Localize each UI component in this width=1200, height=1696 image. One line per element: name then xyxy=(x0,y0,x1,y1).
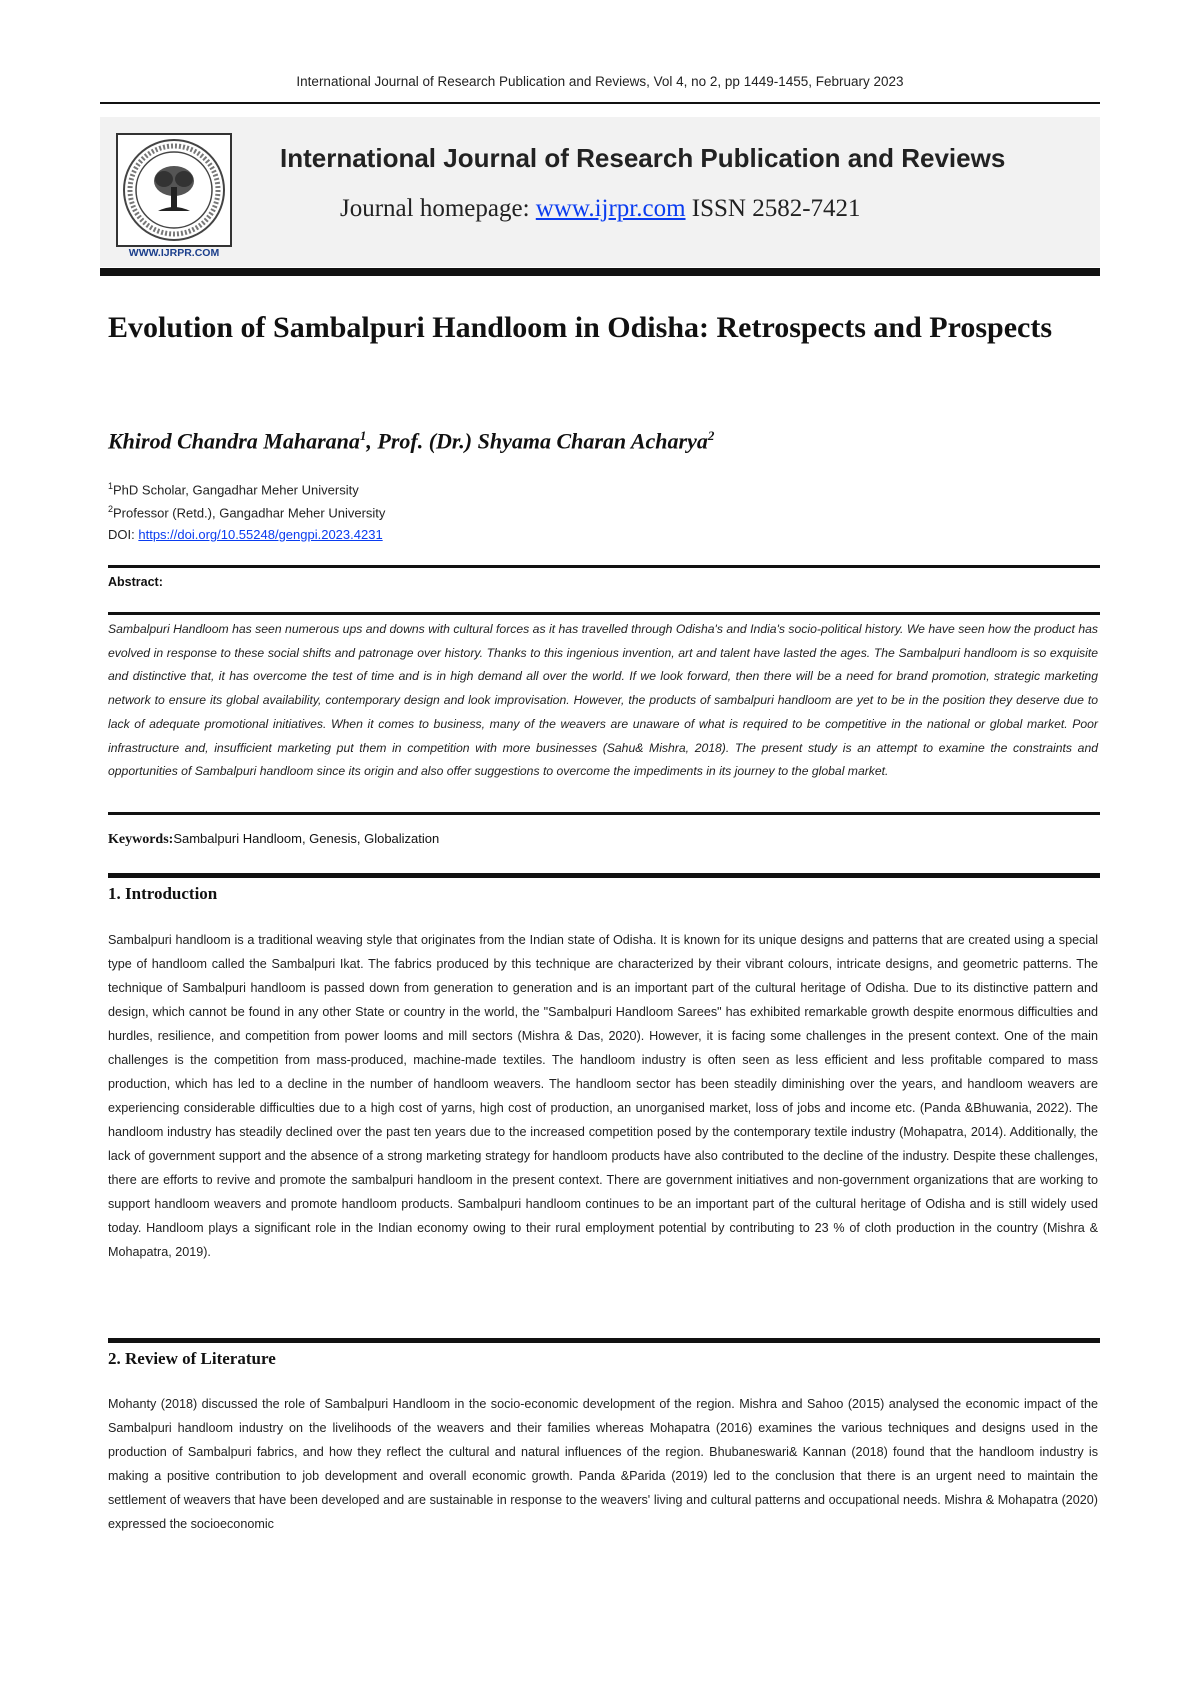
article-title: Evolution of Sambalpuri Handloom in Odisha: Retrospects and Prospects xyxy=(108,311,1053,344)
abstract-text: Sambalpuri Handloom has seen numerous ups and downs with cultural forces as it has travelled through Odisha's and India's socio-political history. We have seen how the product has evolved in response to these social shifts and patronage over history. Thanks to this ingenious invention, art and talent have lasted the ages. The Sambalpuri handloom is so exquisite and distinctive that, it has overcome the test of time and is in high demand all over the world. If we look forward, then there will be a need for brand promotion, strategic marketing network to ensure its global availability, contemporary design and look improvisation. However, the products of sambalpuri handloom are yet to be in the position they deserve due to lack of adequate promotional initiatives. When it comes to business, many of the weavers are unaware of what is required to be competitive in the national or global market. Poor infrastructure and, insufficient marketing put them in competition with more businesses (Sahu& Mishra, 2018). The present study is an attempt to examine the constraints and opportunities of Sambalpuri handloom since its origin and also offer suggestions to overcome the impediments in its journey to the global market. xyxy=(108,622,1098,779)
author-name: Prof. (Dr.) Shyama Charan Acharya xyxy=(377,428,708,454)
masthead-rule xyxy=(100,268,1100,276)
doi-line xyxy=(108,527,383,542)
affiliation-sup: 2 xyxy=(108,504,114,514)
tree-seal-logo xyxy=(116,133,232,247)
section-rule xyxy=(108,1338,1100,1343)
header-rule xyxy=(100,102,1100,104)
masthead xyxy=(100,117,1100,267)
abstract-top-rule xyxy=(108,565,1100,568)
homepage-label: Journal homepage: xyxy=(340,195,530,222)
running-head: International Journal of Research Publication and Reviews, Vol 4, no 2, pp 1449-1455, February 2023 xyxy=(296,74,904,89)
doi-link[interactable]: https://doi.org/10.55248/gengpi.2023.4231 xyxy=(138,527,383,542)
keywords-text: Sambalpuri Handloom, Genesis, Globalization xyxy=(173,831,440,846)
logo-url-text: WWW.IJRPR.COM xyxy=(128,247,220,259)
abstract-bottom-rule xyxy=(108,812,1100,815)
section-rule xyxy=(108,873,1100,878)
journal-name: International Journal of Research Publication and Reviews xyxy=(280,143,1006,173)
section-body: Sambalpuri handloom is a traditional weaving style that originates from the Indian state of Odisha. It is known for its unique designs and patterns that are created using a special type of handloom called the Sambalpuri Ikat. The fabrics produced by this technique are characterized by their vibrant colours, intricate designs, and geometric patterns. The technique of Sambalpuri handloom is passed down from generation to generation and is an important part of the cultural heritage of Odisha. Due to its distinctive pattern and design, which cannot be found in any other State or country in the world, the "Sambalpuri Handloom Sarees" has exhibited remarkable growth despite enormous difficulties and hurdles, resilience, and competition from power looms and mill sectors (Mishra & Das, 2020). However, it is facing some challenges in the present context. One of the main challenges is the competition from mass-produced, machine-made textiles. The handloom industry is often seen as less efficient and less profitable compared to mass production, which has led to a decline in the number of handloom weavers. The handloom sector has been steadily diminishing over the years, and handloom weavers are experiencing considerable difficulties due to a high cost of yarns, high cost of production, an unorganised market, loss of jobs and income etc. (Panda &Bhuwania, 2022). The handloom industry has steadily declined over the past ten years due to the increased competition posed by the contemporary textile industry (Mohapatra, 2014). Additionally, the lack of government support and the absence of a strong marketing strategy for handloom products have also contributed to the decline of the industry. Despite these challenges, there are efforts to revive and promote the sambalpuri handloom in the present context. There are government initiatives and non-government organizations that are working to support handloom weavers and promote handloom products. Sambalpuri handloom continues to be an important part of the cultural heritage of Odisha and is still widely used today. Handloom plays a significant role in the Indian economy owing to their rural employment potential by contributing to 23 % of cloth production in the country (Mishra & Mohapatra, 2019). xyxy=(108,933,1098,1259)
homepage-link[interactable]: www.ijrpr.com xyxy=(535,195,686,222)
doi-label: DOI: xyxy=(108,527,135,542)
affiliation-sup: 1 xyxy=(108,481,114,491)
tree-seal-icon xyxy=(118,135,230,245)
section-heading: 2. Review of Literature xyxy=(108,1349,276,1368)
journal-homepage-line xyxy=(340,195,861,223)
affiliation-text: Professor (Retd.), Gangadhar Meher University xyxy=(113,505,386,521)
abstract-rule xyxy=(108,612,1100,615)
keywords-line xyxy=(108,831,439,848)
author-separator: , xyxy=(366,428,378,454)
issn: ISSN 2582-7421 xyxy=(691,195,861,222)
section-heading: 1. Introduction xyxy=(108,884,218,903)
affiliation-text: PhD Scholar, Gangadhar Meher University xyxy=(113,482,359,498)
author-name: Khirod Chandra Maharana xyxy=(108,428,360,454)
affiliation xyxy=(108,481,359,497)
author-sup: 1 xyxy=(359,428,367,443)
keywords-label: Keywords: xyxy=(108,832,174,847)
abstract-heading: Abstract: xyxy=(108,575,163,589)
author-line xyxy=(108,428,714,454)
author-sup: 2 xyxy=(707,428,715,443)
affiliation xyxy=(108,504,385,520)
section-body: Mohanty (2018) discussed the role of Sambalpuri Handloom in the socio-economic development of the region. Mishra and Sahoo (2015) analysed the economic impact of the Sambalpuri handloom industry on the livelihoods of the weavers and their families whereas Mohapatra (2016) examines the various techniques and designs used in the production of Sambalpuri fabrics, and how they reflect the cultural and natural influences of the region. Bhubaneswari& Kannan (2018) found that the handloom industry is making a positive contribution to job development and overall economic growth. Panda &Parida (2019) led to the conclusion that there is an urgent need to maintain the settlement of weavers that have been developed and are sustainable in response to the weavers' living and cultural patterns and occupational needs. Mishra & Mohapatra (2020) expressed the socioeconomic xyxy=(108,1397,1098,1531)
